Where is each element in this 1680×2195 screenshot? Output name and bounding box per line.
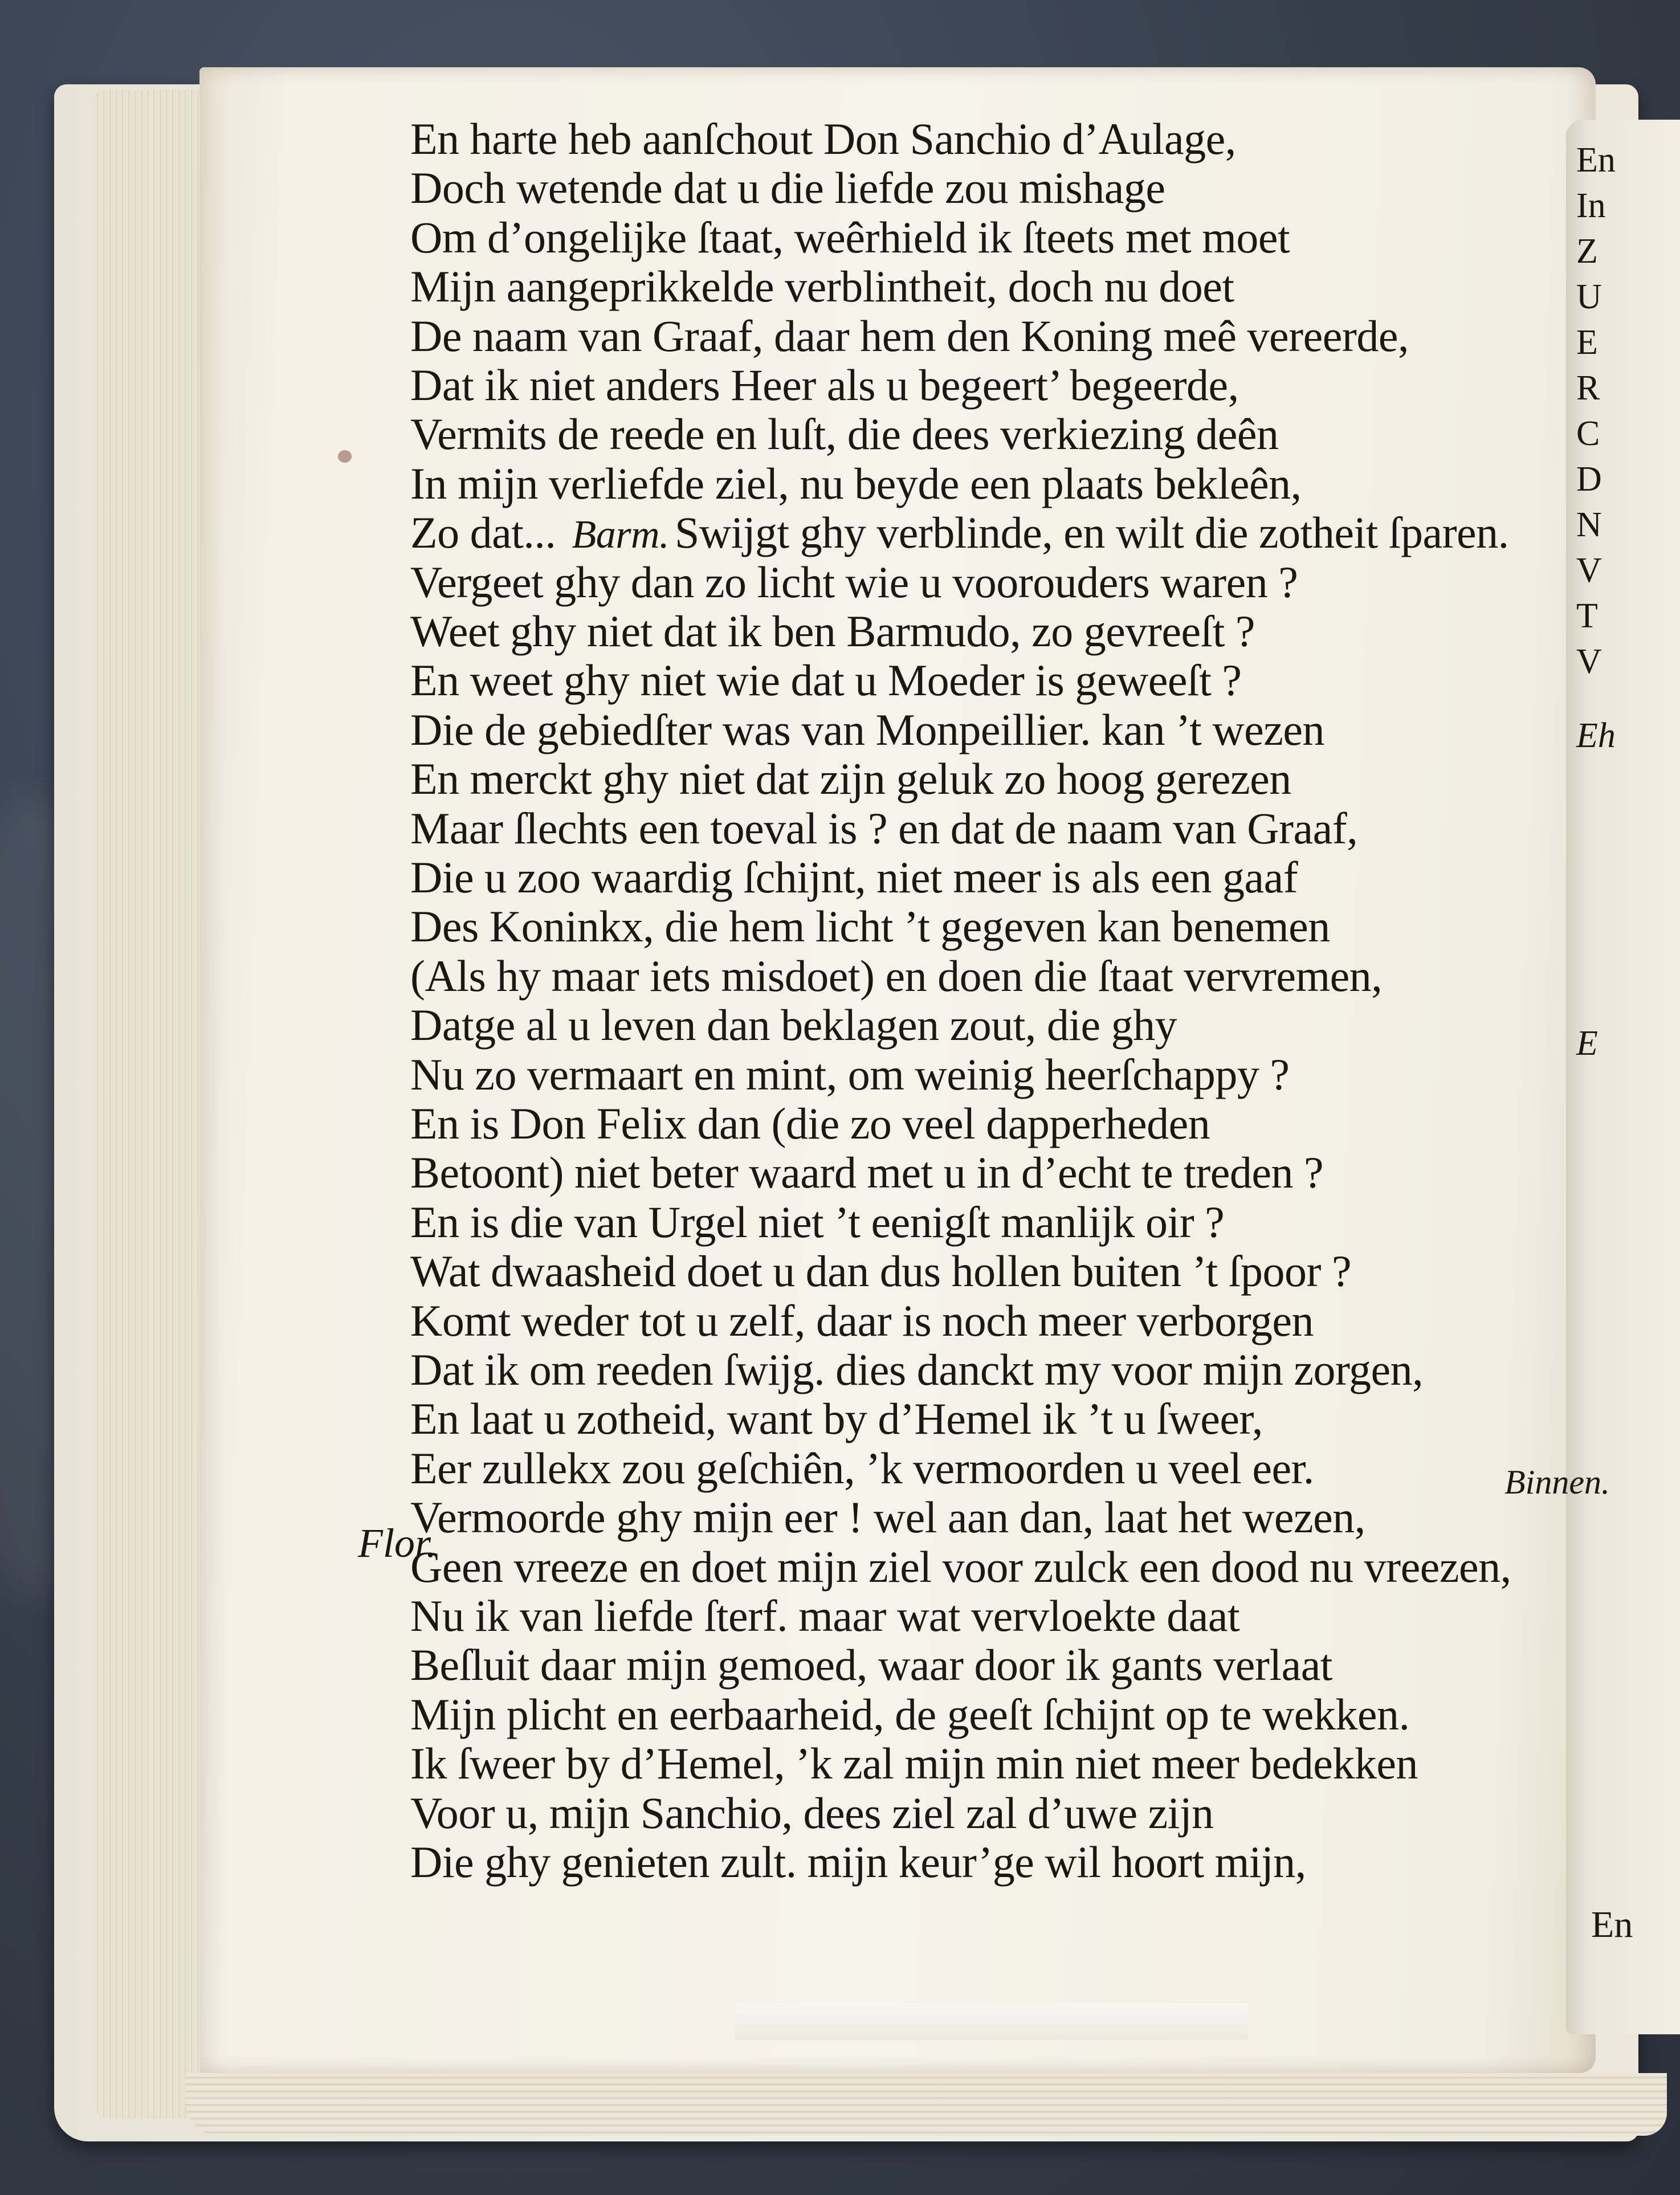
verse-line: Nu ik van liefde ſterf. maar wat vervloekte daat — [410, 1591, 1240, 1641]
verse-line: Maar ſlechts een toeval is ? en dat de naam van Graaf, — [410, 803, 1358, 853]
facing-page-letter: D — [1576, 460, 1602, 499]
facing-page-letter: Z — [1576, 232, 1598, 271]
verse-line: Vermits de reede en luſt, die dees verkiezing deên — [410, 409, 1279, 459]
verse-line: Geen vreeze en doet mijn ziel voor zulck een dood nu vreezen, — [410, 1541, 1511, 1592]
verse-line: Beſluit daar mijn gemoed, waar door ik gants verlaat — [410, 1640, 1332, 1690]
facing-page-letter: En — [1576, 141, 1616, 179]
speaker-barm: Barm. — [572, 513, 669, 557]
verse-line: En merckt ghy niet dat zijn geluk zo hoog gerezen — [410, 754, 1291, 804]
verse-line: Komt weder tot u zelf, daar is noch meer verborgen — [410, 1295, 1314, 1345]
verse-line: Eer zullekx zou geſchiên, ’k vermoorden u veel eer. — [410, 1443, 1314, 1493]
verse-line: De naam van Graaf, daar hem den Koning meê vereerde, — [410, 311, 1409, 361]
facing-page-letter: N — [1576, 505, 1602, 544]
verse-line: Ik ſweer by d’Hemel, ’k zal mijn min niet meer bedekken — [410, 1739, 1418, 1789]
verse-line: Die de gebiedſter was van Monpeillier. kan ’t wezen — [410, 704, 1325, 754]
verse-line: Datge al u leven dan beklagen zout, die ghy — [410, 1000, 1177, 1050]
facing-page-letter: U — [1576, 278, 1602, 316]
verse-line: In mijn verliefde ziel, nu beyde een plaats bekleên, — [410, 458, 1302, 508]
verse-line: En laat u zotheid, want by d’Hemel ik ’t u ſweer, — [410, 1394, 1263, 1444]
speaker-flor: Flor. — [358, 1520, 437, 1566]
verse-line: Weet ghy niet dat ik ben Barmudo, zo gevreeſt ? — [410, 606, 1255, 656]
page-stain — [338, 450, 352, 463]
verse-line: Betoont) niet beter waard met u in d’echt te treden ? — [410, 1148, 1324, 1198]
facing-page-letter: C — [1576, 414, 1600, 453]
stage-direction: Binnen. — [1504, 1463, 1610, 1501]
facing-page-letter: Eh — [1576, 716, 1616, 755]
verse-line-text: Swijgt ghy verblinde, en wilt die zotheit ſparen. — [675, 508, 1509, 558]
page-bottom-edges — [185, 2073, 1667, 2136]
verse-line — [410, 508, 1509, 558]
verse-line-lead: Zo dat... — [410, 508, 556, 558]
verse-line: Dat ik niet anders Heer als u begeert’ begeerde, — [410, 360, 1239, 410]
verse-line: En weet ghy niet wie dat u Moeder is geweeſt ? — [410, 655, 1242, 705]
verse-line: Doch wetende dat u die liefde zou mishage — [410, 163, 1165, 213]
verse-line: Dat ik om reeden ſwijg. dies danckt my voor mijn zorgen, — [410, 1345, 1424, 1394]
verse-line: Vermoorde ghy mijn eer ! wel aan dan, laat het wezen, — [410, 1492, 1365, 1543]
verse-line: Mijn aangeprikkelde verblintheit, doch nu doet — [410, 262, 1234, 312]
facing-page-letter: In — [1576, 186, 1606, 225]
verse-line: Die u zoo waardig ſchijnt, niet meer is als een gaaf — [410, 852, 1298, 902]
verse-line: Die ghy genieten zult. mijn keur’ge wil hoort mijn, — [410, 1837, 1306, 1887]
verse-line: (Als hy maar iets misdoet) en doen die ſtaat vervremen, — [410, 950, 1383, 1001]
facing-page-letter: E — [1576, 323, 1598, 362]
verse-line: Om d’ongelijke ſtaat, weêrhield ik ſteets met moet — [410, 212, 1290, 262]
verse-line: Des Koninkx, die hem licht ’t gegeven kan benemen — [410, 901, 1330, 952]
catchword: En — [1591, 1904, 1633, 1945]
verse-line: En is die van Urgel niet ’t eenigſt manlijk oir ? — [410, 1197, 1225, 1247]
verse-line: Mijn plicht en eerbaarheid, de geeſt ſchijnt op te wekken. — [410, 1689, 1410, 1739]
facing-page-letter: E — [1576, 1024, 1598, 1063]
page-tab — [735, 2003, 1248, 2040]
facing-page-letter: R — [1576, 369, 1600, 407]
facing-page-letter: V — [1576, 551, 1602, 590]
verse-line: Voor u, mijn Sanchio, dees ziel zal d’uwe zijn — [410, 1788, 1214, 1838]
facing-page-letter: V — [1576, 642, 1602, 681]
verse-line: En harte heb aanſchout Don Sanchio d’Aulage, — [410, 114, 1236, 164]
verse-line: Nu zo vermaart en mint, om weinig heerſchappy ? — [410, 1049, 1290, 1099]
facing-page-letter: T — [1576, 597, 1598, 635]
facing-page — [1566, 120, 1680, 2034]
verse-line: Vergeet ghy dan zo licht wie u voorouders waren ? — [410, 557, 1298, 607]
verse-line: Wat dwaasheid doet u dan dus hollen buiten ’t ſpoor ? — [410, 1246, 1352, 1296]
verse-line: En is Don Felix dan (die zo veel dapperheden — [410, 1099, 1210, 1148]
